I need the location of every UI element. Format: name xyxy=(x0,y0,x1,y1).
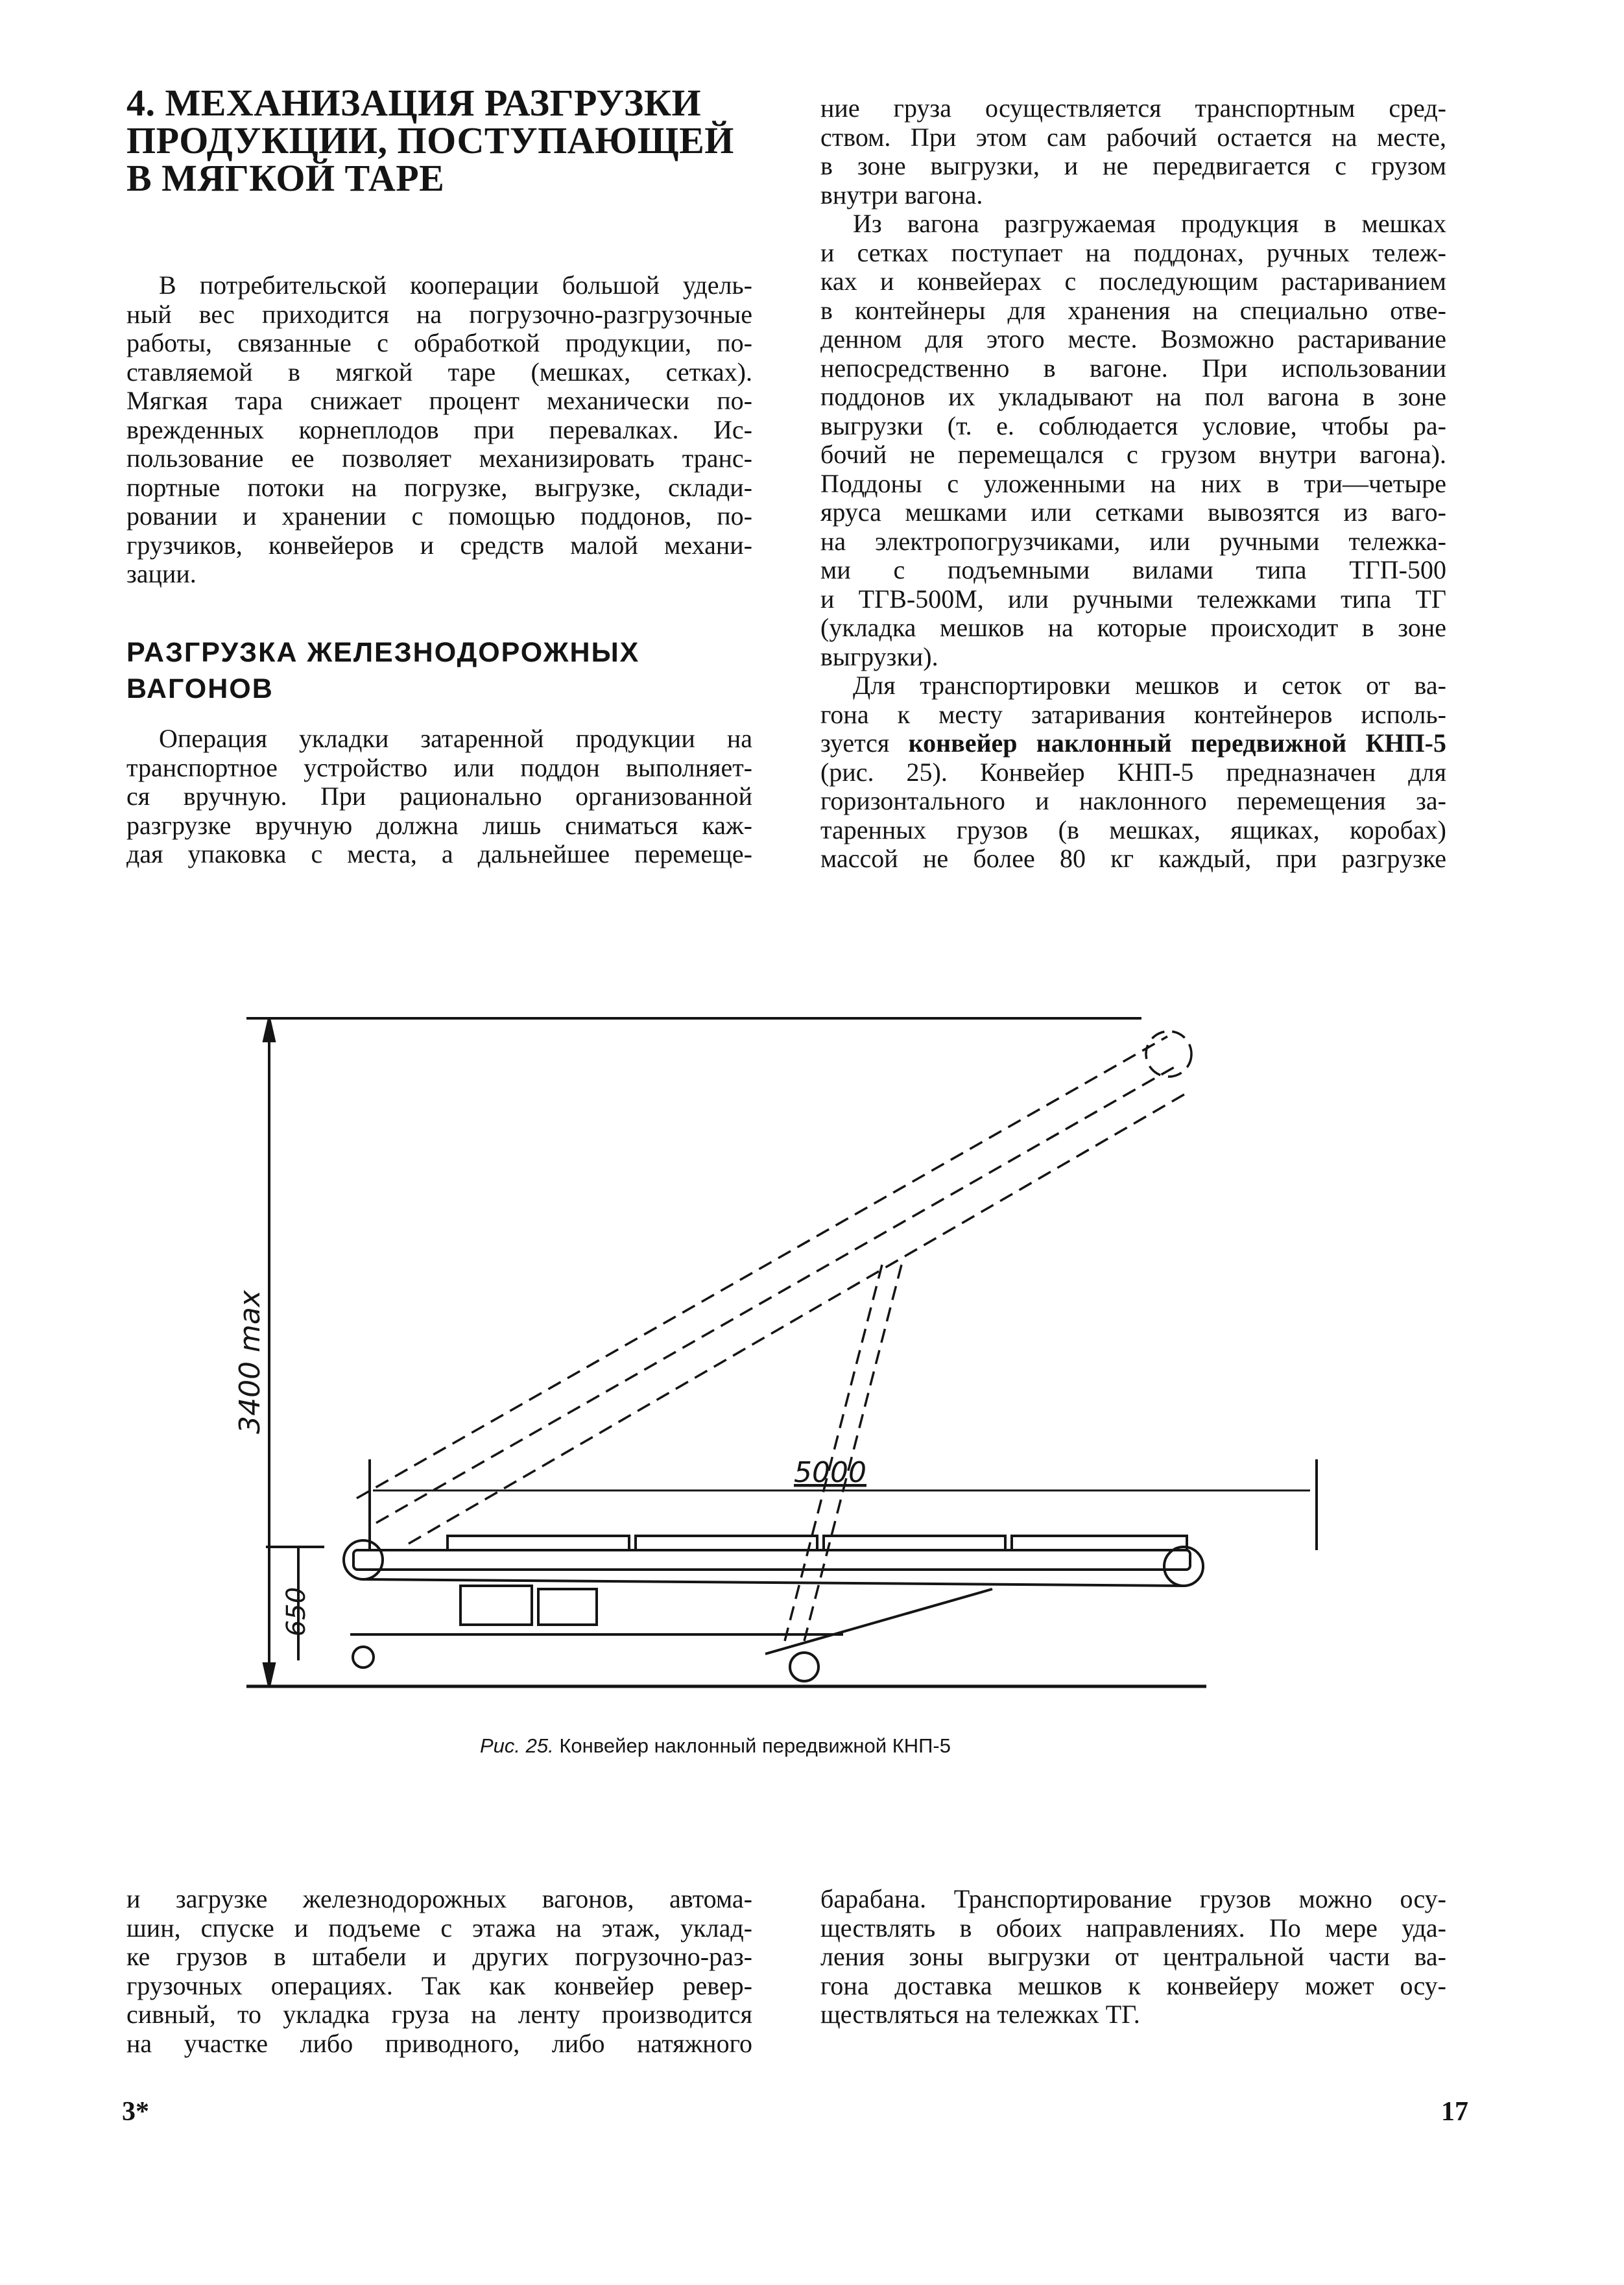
text-line: дая упаковка с места, а дальнейшее перемеще- xyxy=(126,839,752,868)
section-title xyxy=(126,634,710,707)
belt-section xyxy=(1012,1536,1187,1550)
text-line: зации. xyxy=(126,559,197,588)
belt-section xyxy=(636,1536,817,1550)
chapter-title-line: В МЯГКОЙ ТАРЕ xyxy=(126,157,445,199)
reducer-block xyxy=(538,1589,597,1625)
conveyor-model-name: конвейер наклонный передвижной КНП-5 xyxy=(908,728,1446,758)
text-line: поддонов их укладывают на пол вагона в зоне xyxy=(820,382,1446,411)
conveyor-frame xyxy=(344,1536,1203,1681)
text-line: ках и конвейерах с последующим растариванием xyxy=(820,267,1446,296)
text-line: Для транспортировки мешков и сеток от ва- xyxy=(853,671,1446,700)
text-line: выгрузки (т. е. соблюдается условие, чтобы ра- xyxy=(820,411,1446,440)
text-line: ке грузов в штабели и других погрузочно-раз- xyxy=(126,1942,752,1971)
signature-mark: 3* xyxy=(122,2097,149,2127)
section-paragraph-1 xyxy=(126,724,752,869)
text-line: на электропогрузчиками, или ручными тележка- xyxy=(820,526,1446,556)
text-line: грузчиков, конвейеров и средств малой механи- xyxy=(126,530,752,560)
paragraph-unloading xyxy=(820,209,1446,671)
text-line: разгрузке вручную должна лишь сниматься каж- xyxy=(126,810,752,840)
text-line: яруса мешками или сетками вывозятся из ваго- xyxy=(820,497,1446,527)
text-line: (рис. 25). Конвейер КНП-5 предназначен для xyxy=(820,757,1446,787)
paragraph-continued xyxy=(820,94,1446,209)
figure-caption xyxy=(480,1733,1064,1759)
text-line: Из вагона разгружаемая продукция в мешках xyxy=(853,209,1446,238)
belt-section xyxy=(448,1536,629,1550)
text-line: непосредственно в вагоне. При использовании xyxy=(820,353,1446,383)
text-line: врежденных корнеплодов при перевалках. Ис- xyxy=(126,414,752,444)
text-line: и сетках поступает на поддонах, ручных тележ- xyxy=(820,237,1446,267)
text-line: ся вручную. При рационально организованной xyxy=(126,782,752,811)
text-line xyxy=(820,729,1446,758)
text-line: в контейнеры для хранения на специально отве- xyxy=(820,295,1446,325)
tension-drum xyxy=(1164,1547,1203,1586)
text-line: шин, спуске и подъеме с этажа на этаж, уклад- xyxy=(126,1913,752,1943)
text-line: Поддоны с уложенными на них в три—четыре xyxy=(820,468,1446,498)
conveyor-figure xyxy=(233,979,1206,1732)
text-line: горизонтального и наклонного перемещения за- xyxy=(820,786,1446,815)
drive-drum xyxy=(344,1540,383,1579)
text-line: и загрузке железнодорожных вагонов, автома- xyxy=(126,1884,752,1913)
text-line: гона к месту затаривания контейнеров исполь- xyxy=(820,699,1446,729)
text-line: работы, связанные с обработкой продукции, по- xyxy=(126,328,752,357)
text-fragment: зуется xyxy=(820,728,909,758)
text-line: массой не более 80 кг каждый, при разгрузке xyxy=(820,844,1446,873)
text-line: денном для этого месте. Возможно растаривание xyxy=(820,324,1446,353)
text-line: Операция укладки затаренной продукции на xyxy=(159,724,752,753)
bottom-right-column xyxy=(820,1885,1446,2029)
wheel xyxy=(353,1647,374,1668)
text-line: бочий не перемещался с грузом внутри вагона). xyxy=(820,440,1446,469)
arrowhead xyxy=(264,1664,274,1686)
text-line: и ТГВ-500М, или ручными тележками типа ТГ xyxy=(820,584,1446,614)
intro-paragraph xyxy=(126,271,752,589)
figure-number: Рис. 25. xyxy=(480,1734,554,1757)
text-line: ние груза осуществляется транспортным сред- xyxy=(820,93,1446,123)
boom-dashed-line xyxy=(376,1064,1180,1523)
text-line: выгрузки). xyxy=(820,641,938,671)
text-line: барабана. Транспортирование грузов можно осу- xyxy=(820,1884,1446,1913)
wheel xyxy=(790,1653,818,1681)
dimension-label-length: 5000 xyxy=(794,1456,866,1489)
boom-dashed-line xyxy=(357,1036,1167,1498)
text-line: портные потоки на погрузке, выгрузке, склади- xyxy=(126,472,752,502)
belt-section xyxy=(824,1536,1005,1550)
text-line: ществлять в обоих направлениях. По мере уда- xyxy=(820,1913,1446,1943)
text-line: В потребительской кооперации большой удель- xyxy=(159,270,752,300)
section-title-line: ВАГОНОВ xyxy=(126,673,274,704)
dimension-label-base: 650 xyxy=(281,1586,311,1637)
bottom-left-column xyxy=(126,1885,752,2058)
text-line: ставляемой в мягкой таре (мешках, сетках). xyxy=(126,357,752,387)
text-line: пользование ее позволяет механизировать транс- xyxy=(126,444,752,473)
text-line: на участке либо приводного, либо натяжного xyxy=(126,2028,752,2058)
text-line: ществляться на тележках ТГ. xyxy=(820,2000,1140,2029)
support-strut xyxy=(765,1589,992,1654)
text-line: ством. При этом сам рабочий остается на месте, xyxy=(820,122,1446,152)
text-line: в зоне выгрузки, и не передвигается с грузом xyxy=(820,151,1446,180)
text-line: ления зоны выгрузки от центральной части ва- xyxy=(820,1942,1446,1971)
text-line: грузочных операциях. Так как конвейер ревер- xyxy=(126,1970,752,2000)
text-line: сивный, то укладка груза на ленту производится xyxy=(126,2000,752,2029)
dimension-label-height: 3400 max xyxy=(233,1290,267,1434)
paragraph-conveyor xyxy=(820,671,1446,874)
text-line: ми с подъемными вилами типа ТГП-500 xyxy=(820,555,1446,584)
right-column xyxy=(820,94,1446,874)
text-line: (укладка мешков на которые происходит в зоне xyxy=(820,613,1446,642)
text-line: таренных грузов (в мешках, ящиках, коробах) xyxy=(820,815,1446,844)
text-line: транспортное устройство или поддон выполняет- xyxy=(126,752,752,782)
text-line: внутри вагона. xyxy=(820,180,983,209)
figure-caption-text: Конвейер наклонный передвижной КНП-5 xyxy=(559,1734,951,1757)
text-line: ровании и хранении с помощью поддонов, по- xyxy=(126,501,752,531)
motor-block xyxy=(460,1586,532,1625)
belt-upper xyxy=(353,1550,1190,1570)
chapter-title-line: 4. МЕХАНИЗАЦИЯ РАЗГРУЗКИ xyxy=(126,82,702,124)
text-line: ный вес приходится на погрузочно-разгрузочные xyxy=(126,299,752,329)
page-number: 17 xyxy=(1441,2097,1468,2127)
section-title-line: РАЗГРУЗКА ЖЕЛЕЗНОДОРОЖНЫХ xyxy=(126,637,640,668)
text-line: гона доставка мешков к конвейеру может осу- xyxy=(820,1970,1446,2000)
chapter-title-line: ПРОДУКЦИИ, ПОСТУПАЮЩЕЙ xyxy=(126,119,734,162)
chapter-title xyxy=(126,82,734,199)
arrowhead xyxy=(264,1018,274,1041)
text-line: Мягкая тара снижает процент механически по- xyxy=(126,386,752,415)
